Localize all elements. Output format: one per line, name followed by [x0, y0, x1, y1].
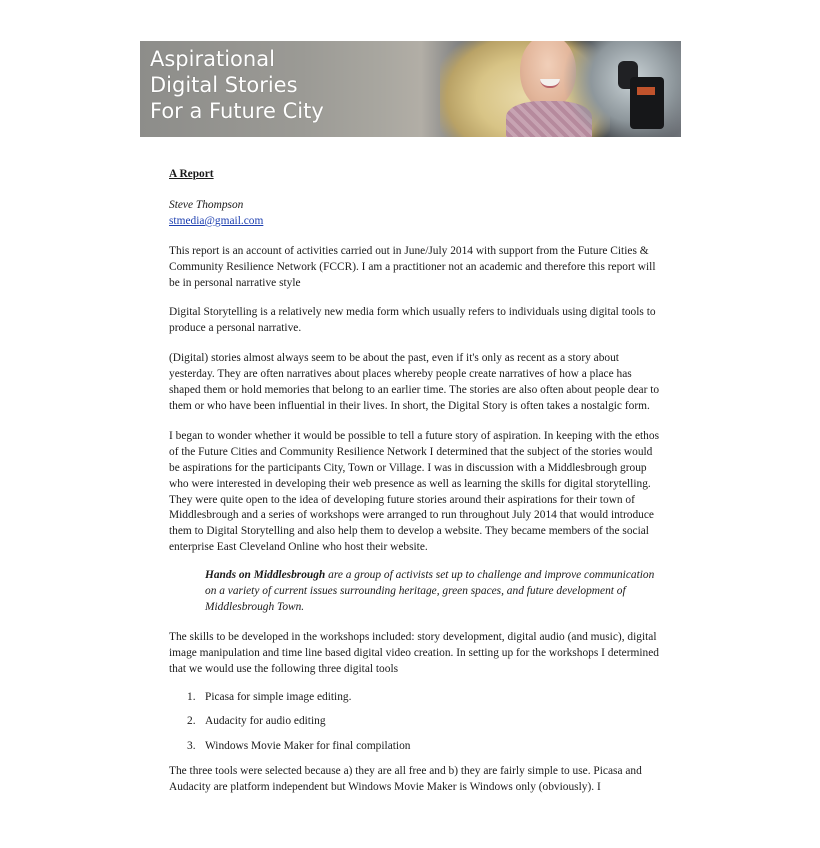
report-title: A Report	[169, 168, 214, 180]
paragraph-tool-selection: The three tools were selected because a) they are all free and b) they are fairly simple to use. Picasa and Audacity are platform independent but Windows Movie Maker is Windows only (obviously). I	[169, 765, 642, 794]
paragraph-skills: The skills to be developed in the workshops included: story development, digital audio (and music), digital image manipulation and time line based digital video creation. In setting up for the workshops I determined that we would use the following three digital tools	[169, 630, 659, 675]
author-name: Steve Thompson	[169, 198, 244, 211]
audio-recorder-icon	[630, 77, 664, 129]
list-item-text: Picasa for simple image editing.	[205, 690, 352, 703]
paragraph-intro: This report is an account of activities carried out in June/July 2014 with support from the Future Cities & Community Resilience Network (FCCR). I am a practitioner not an academic and therefore this report will be in personal narrative style	[169, 244, 656, 289]
paragraph-definition: Digital Storytelling is a relatively new media form which usually refers to individuals using digital tools to produce a personal narrative.	[169, 306, 656, 335]
list-item-number: 1.	[187, 690, 196, 703]
list-item	[169, 739, 661, 755]
author-email-link[interactable]: stmedia@gmail.com	[169, 214, 264, 227]
report-document	[169, 167, 661, 796]
quote-text: are a group of activists set up to challenge and improve communication on a variety of current issues surrounding heritage, green spaces, and future development of Middlesbrough Town.	[205, 569, 655, 613]
banner-title: Aspirational Digital Stories For a Future City	[150, 47, 324, 123]
list-item-number: 2.	[187, 715, 196, 728]
quote-block	[205, 568, 661, 616]
list-item	[169, 690, 661, 706]
paragraph-nostalgia: (Digital) stories almost always seem to be about the past, even if it's only as recent as a story about yesterday. They are often narratives about places whereby people create narratives of how a place has shaped them or hold memories that belong to an earlier time. The stories are also often about people dear to them or who have been influential in their lives. In short, the Digital Story is often takes a nostalgic form.	[169, 352, 660, 412]
tools-list	[169, 690, 661, 756]
list-item	[169, 714, 661, 730]
list-item-number: 3.	[187, 740, 196, 753]
recorder-screen	[637, 87, 655, 95]
quote-group-name: Hands on Middlesbrough	[205, 569, 326, 582]
list-item-text: Windows Movie Maker for final compilation	[205, 740, 411, 753]
list-item-text: Audacity for audio editing	[205, 715, 326, 728]
paragraph-aspiration: I began to wonder whether it would be possible to tell a future story of aspiration. In keeping with the ethos of the Future Cities and Community Resilience Network I determined that the subject of the stories would be aspirations for the participants City, Town or Village. I was in discussion with a Middlesbrough group who were interested in developing their web presence as well as learning the skills for digital storytelling. They were quite open to the idea of developing future stories around their aspirations for their town of Middlesbrough and a series of workshops were arranged to run throughout July 2014 that would introduce them to Digital Storytelling and also help them to develop a website. They became members of the social enterprise East Cleveland Online who host their website.	[169, 429, 659, 554]
